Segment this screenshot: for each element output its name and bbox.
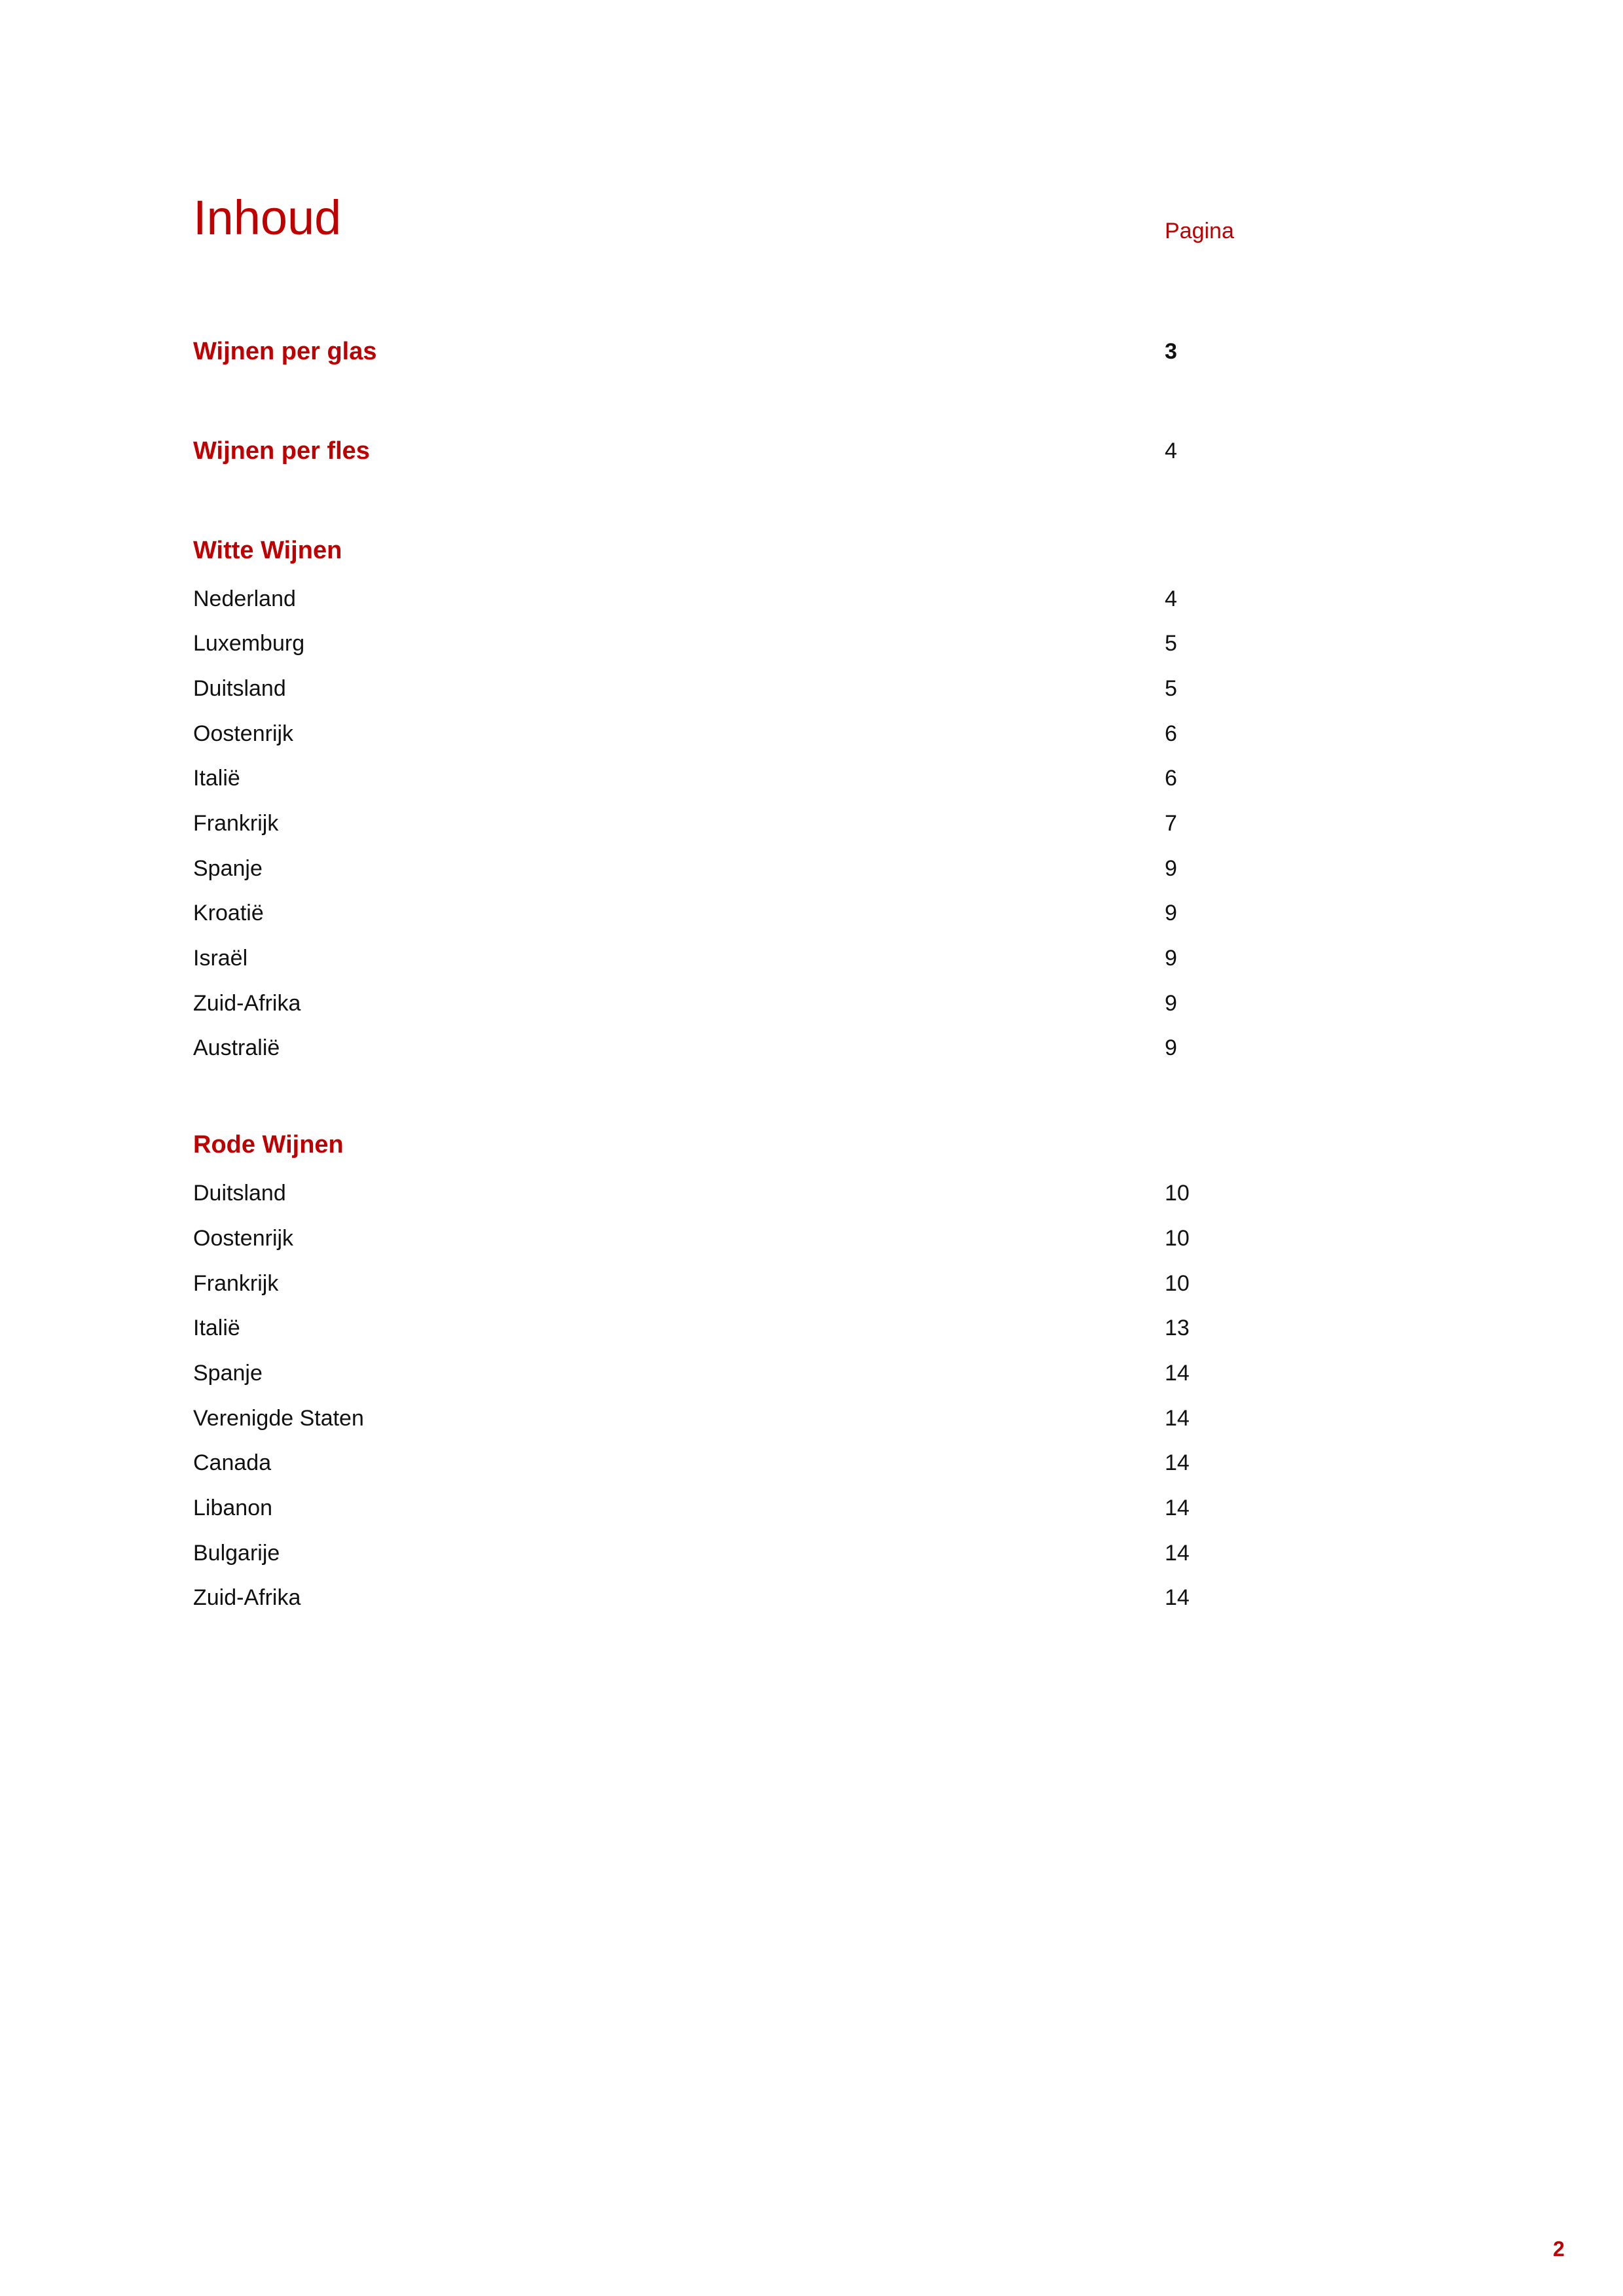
toc-entry-page: 9 xyxy=(1165,991,1177,1016)
toc-entry[interactable] xyxy=(193,807,1241,840)
toc-entry[interactable] xyxy=(193,1446,1241,1479)
toc-entry-label: Italië xyxy=(193,1316,240,1340)
toc-entry-wijnen-per-fles[interactable] xyxy=(193,435,1241,467)
toc-entry-label: Zuid-Afrika xyxy=(193,991,301,1016)
toc-entry-page: 4 xyxy=(1165,439,1177,463)
toc-entry[interactable] xyxy=(193,1312,1241,1344)
toc-entry-label: Zuid-Afrika xyxy=(193,1585,301,1610)
toc-entry-page: 14 xyxy=(1165,1406,1190,1431)
toc-entry-page: 13 xyxy=(1165,1316,1190,1340)
toc-entry-label: Australië xyxy=(193,1035,280,1060)
toc-entry[interactable] xyxy=(193,897,1241,929)
toc-entry-label: Canada xyxy=(193,1450,272,1475)
toc-entry-page: 14 xyxy=(1165,1496,1190,1520)
toc-entry-label: Italië xyxy=(193,766,240,791)
toc-entry[interactable] xyxy=(193,1222,1241,1255)
toc-entry-page: 14 xyxy=(1165,1585,1190,1610)
toc-entry-label: Wijnen per fles xyxy=(193,437,370,465)
toc-entry-label: Duitsland xyxy=(193,1181,286,1206)
toc-entry-page: 3 xyxy=(1165,339,1177,364)
toc-entry-page: 14 xyxy=(1165,1361,1190,1386)
toc-entry-label: Wijnen per glas xyxy=(193,338,377,365)
toc-entry-page: 10 xyxy=(1165,1226,1190,1251)
toc-entry-label: Spanje xyxy=(193,1361,263,1386)
toc-entry-page: 7 xyxy=(1165,811,1177,836)
toc-entry-label: Spanje xyxy=(193,856,263,881)
toc-entry-label: Frankrijk xyxy=(193,811,279,836)
toc-entry[interactable] xyxy=(193,1031,1241,1064)
toc-entry-page: 4 xyxy=(1165,586,1177,611)
toc-entry-label: Oostenrijk xyxy=(193,1226,294,1251)
toc-entry[interactable] xyxy=(193,1357,1241,1390)
section-heading-label: Rode Wijnen xyxy=(193,1131,344,1158)
toc-entry-page: 14 xyxy=(1165,1450,1190,1475)
section-heading-rode-wijnen[interactable] xyxy=(193,1128,1241,1161)
toc-entry-page: 5 xyxy=(1165,631,1177,656)
toc-entry-wijnen-per-glas[interactable] xyxy=(193,335,1241,368)
toc-entry[interactable] xyxy=(193,1402,1241,1435)
toc-entry-page: 6 xyxy=(1165,721,1177,746)
toc-entry-page: 9 xyxy=(1165,901,1177,925)
toc-entry[interactable] xyxy=(193,762,1241,795)
page-column-label: Pagina xyxy=(1165,219,1234,243)
toc-entry[interactable] xyxy=(193,717,1241,750)
toc-entry[interactable] xyxy=(193,942,1241,975)
section-heading-label: Witte Wijnen xyxy=(193,537,342,564)
toc-entry-page: 6 xyxy=(1165,766,1177,791)
toc-entry[interactable] xyxy=(193,1177,1241,1210)
page-number: 2 xyxy=(1553,2237,1565,2261)
toc-entry-label: Frankrijk xyxy=(193,1271,279,1296)
toc-entry-label: Israël xyxy=(193,946,248,971)
toc-entry-page: 10 xyxy=(1165,1181,1190,1206)
toc-entry[interactable] xyxy=(193,987,1241,1020)
toc-entry-page: 14 xyxy=(1165,1541,1190,1566)
toc-entry[interactable] xyxy=(193,627,1241,660)
toc-entry-label: Kroatië xyxy=(193,901,264,925)
toc-entry-page: 10 xyxy=(1165,1271,1190,1296)
section-heading-witte-wijnen[interactable] xyxy=(193,534,1241,567)
toc-entry-label: Duitsland xyxy=(193,676,286,701)
toc-entry[interactable] xyxy=(193,1581,1241,1614)
toc-entry-label: Bulgarije xyxy=(193,1541,280,1566)
toc-entry[interactable] xyxy=(193,1537,1241,1570)
toc-entry[interactable] xyxy=(193,583,1241,615)
toc-entry-label: Oostenrijk xyxy=(193,721,294,746)
page-title: Inhoud xyxy=(193,190,342,245)
toc-entry-label: Luxemburg xyxy=(193,631,305,656)
toc-entry-page: 9 xyxy=(1165,946,1177,971)
toc-entry-page: 9 xyxy=(1165,856,1177,881)
toc-entry[interactable] xyxy=(193,1492,1241,1524)
toc-entry-label: Verenigde Staten xyxy=(193,1406,364,1431)
toc-entry-page: 5 xyxy=(1165,676,1177,701)
toc-entry[interactable] xyxy=(193,852,1241,885)
toc-entry-page: 9 xyxy=(1165,1035,1177,1060)
toc-entry[interactable] xyxy=(193,1267,1241,1300)
toc-entry[interactable] xyxy=(193,672,1241,705)
toc-entry-label: Libanon xyxy=(193,1496,273,1520)
toc-entry-label: Nederland xyxy=(193,586,296,611)
